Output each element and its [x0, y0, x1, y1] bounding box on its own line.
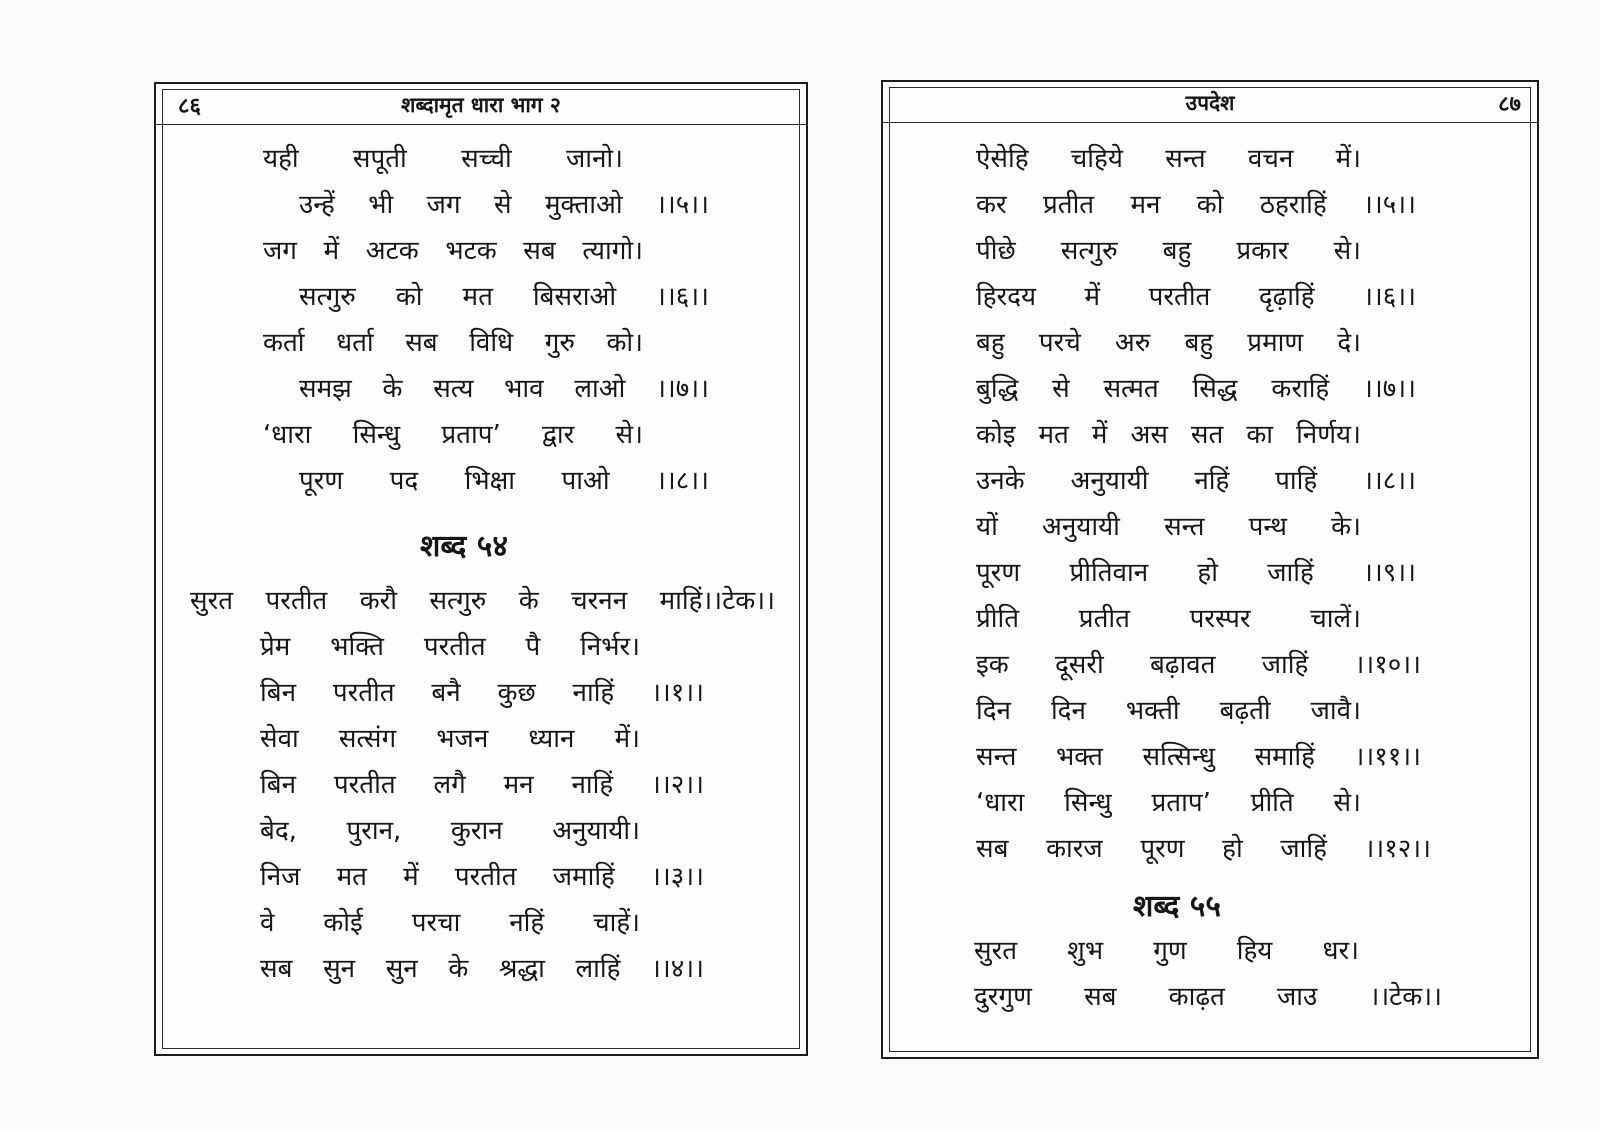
verse-line: सुरत शुभ गुण हिय धर। [974, 936, 1359, 966]
verse-line: बिन परतीत बनै कुछ नाहिं ।।१।। [260, 678, 704, 708]
verse-line: सेवा सत्संग भजन ध्यान में। [260, 724, 640, 754]
verse-line: दुरगुण सब काढ़त जाउ ।।टेक।। [974, 982, 1442, 1012]
verse-line: बेद, पुरान, कुरान अनुयायी। [260, 816, 640, 846]
left-page-number: ८६ [178, 94, 201, 119]
verse-line: यही सपूती सच्ची जानो। [263, 144, 623, 174]
shabd-heading: शब्द ५४ [420, 529, 508, 564]
verse-line: पीछे सत्गुरु बहु प्रकार से। [976, 236, 1361, 266]
verse-line: कर्ता धर्ता सब विधि गुरु को। [263, 328, 643, 358]
verse-line: समझ के सत्य भाव लाओ ।।७।। [299, 374, 709, 404]
verse-line: उनके अनुयायी नहिं पाहिं ।।८।। [976, 466, 1416, 496]
right-page-running-title: उपदेश [1185, 91, 1235, 115]
left-page-header [156, 84, 806, 125]
shabd-heading: शब्द ५५ [1133, 889, 1221, 924]
verse-line: वे कोई परचा नहिं चाहें। [260, 908, 640, 938]
teka-line: सुरत परतीत करौ सत्गुरु के चरनन माहिं।।टेक।। [190, 586, 775, 616]
verse-line: पूरण पद भिक्षा पाओ ।।८।। [299, 466, 709, 496]
verse-line: बहु परचे अरु बहु प्रमाण दे। [976, 328, 1361, 358]
verse-line: दिन दिन भक्ती बढ़ती जावै। [976, 696, 1361, 726]
verse-line: कर प्रतीत मन को ठहराहिं ।।५।। [976, 190, 1416, 220]
right-page-header [883, 82, 1537, 123]
verse-line: यों अनुयायी सन्त पन्थ के। [976, 512, 1361, 542]
verse-line: सब सुन सुन के श्रद्धा लाहिं ।।४।। [260, 954, 704, 984]
verse-line: जग में अटक भटक सब त्यागो। [263, 236, 643, 266]
verse-line: सब कारज पूरण हो जाहिं ।।१२।। [976, 834, 1431, 864]
verse-line: सत्गुरु को मत बिसराओ ।।६।। [299, 282, 709, 312]
right-page-number: ८७ [1498, 92, 1521, 117]
verse-line: प्रेम भक्ति परतीत पै निर्भर। [260, 632, 640, 662]
left-page-inner-border [162, 89, 800, 1049]
verse-line: प्रीति प्रतीत परस्पर चालें। [976, 604, 1361, 634]
verse-line: उन्हें भी जग से मुक्ताओ ।।५।। [299, 190, 709, 220]
verse-line: हिरदय में परतीत दृढ़ाहिं ।।६।। [976, 282, 1416, 312]
verse-line: ‘धारा सिन्धु प्रताप’ द्वार से। [263, 420, 643, 450]
verse-line: सन्त भक्त सत्सिन्धु समाहिं ।।११।। [976, 742, 1421, 772]
verse-line: बिन परतीत लगै मन नाहिं ।।२।। [260, 770, 704, 800]
verse-line: बुद्धि से सत्मत सिद्ध कराहिं ।।७।। [976, 374, 1416, 404]
verse-line: निज मत में परतीत जमाहिं ।।३।। [260, 862, 704, 892]
verse-line: ऐसेहि चहिये सन्त वचन में। [976, 144, 1361, 174]
verse-line: ‘धारा सिन्धु प्रताप’ प्रीति से। [976, 788, 1361, 818]
left-page-running-title: शब्दामृत धारा भाग २ [401, 93, 561, 117]
verse-line: कोइ मत में अस सत का निर्णय। [976, 420, 1361, 450]
verse-line: इक दूसरी बढ़ावत जाहिं ।।१०।। [976, 650, 1421, 680]
left-book-page [154, 82, 808, 1056]
verse-line: पूरण प्रीतिवान हो जाहिं ।।९।। [976, 558, 1416, 588]
right-book-page [881, 80, 1539, 1059]
